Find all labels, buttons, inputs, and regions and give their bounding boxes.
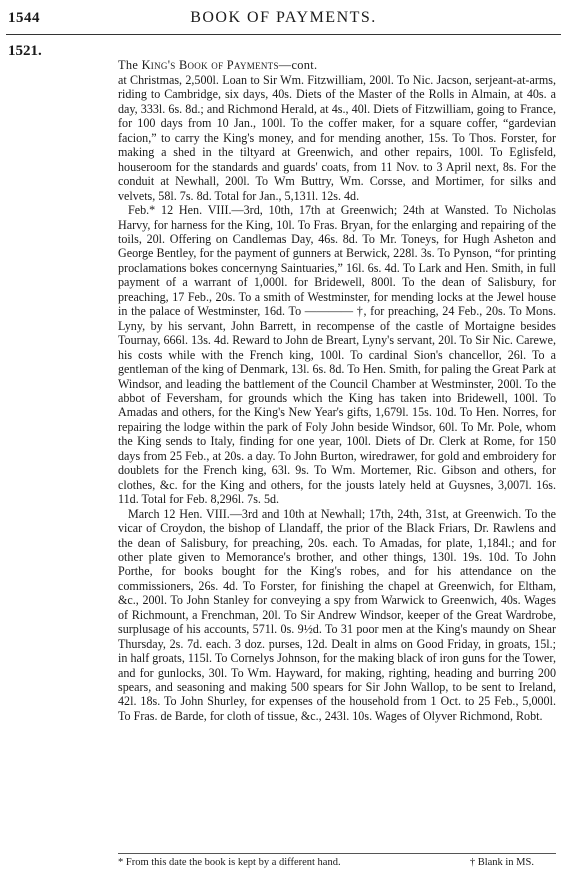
paragraph-february: Feb.* 12 Hen. VIII.—3rd, 10th, 17th at Greenwich; 24th at Wansted. To Nicholas Harvy, for harness for the King, 10l. To Fras. Bryan, for the enlarging and repairing of the toils, 20l. Offering on Candlemas Day, 46s. 8d. To Mr. Toneys, for Hugh Asheton and George Bentley, for the payment of gunners at Berwick, 228l. 3s. To Pynson, “for printing proclamations bokes concernyng Saintuaries,” 16l. 6s. 4d. To Lark and Hen. Smith, in full payment of a warrant of 1,000l. for Bridewell, 800l. To the dean of Salisbury, for preaching, 17 Feb., 20s. To a smith of Westminster, for mending locks at the Jewel house in the palace of Westminster, 16d. To ———— †, for preaching, 24 Feb., 20s. To Mons. Lyny, by his servant, John Barrett, in recompense of the castle of Mortaigne besides Tournay, 666l. 13s. 4d. Reward to John de Breart, Lyny's servant, 20l. To Sir Nic. Carewe, his costs while with the French king, 100l. To cardinal Sion's chancellor, 26l. To a gentleman of the king of Denmark, 13l. 6s. 8d. To Hen. Smith, for paling the Great Park at Windsor, and leading the battlement of the Council Chamber at Westminster, 200l. To the abbot of Feversham, for grounds which the King has taken into Bridewell, 100l. To Amadas and others, for the King's New Year's gifts, 1,679l. 15s. 10d. To Hen. Norres, for repairing the lodge within the park of Foly John beside Windsor, 60l. To Mr. Pole, whom the King sends to Italy, finding for one year, 100l. Diets of Dr. Clerk at Rome, for 150 days from 25 Feb., at 20s. a day. To John Burton, wiredrawer, for gold and embroidery for doublets for the French king, 63l. 9s. To Wm. Mortemer, Ric. Gibson and others, for clothes, &c. for the King and others, for the jousts lately held at Guysnes, 3,007l. 16s. 11d. Total for Feb. 8,296l. 7s. 5d.	[118, 203, 556, 507]
footnotes	[118, 857, 556, 868]
header-rule	[6, 34, 561, 35]
body-text	[118, 73, 556, 723]
section-heading-suffix: —cont.	[278, 58, 318, 72]
footnote-rule	[118, 853, 556, 854]
footnote-dagger: † Blank in MS.	[469, 857, 534, 868]
paragraph-january-continued: at Christmas, 2,500l. Loan to Sir Wm. Fitzwilliam, 200l. To Nic. Jacson, serjeant-at-arms, riding to Cambridge, six days, 40s. Diets of the Master of the Rolls in Almain, at 40s. a day, 333l. 6s. 8d.; and Richmond Herald, at 4s., 40l. Diets of Fitzwilliam, going to France, for 100 days from 10 Jan., 100l. To the coffer maker, for a square coffer, “gardevian facion,” to carry the King's money, and for mending another, 15s. To Thos. Forster, for making a shed in the tiltyard at Greenwich, and other repairs, 100l. To Eglisfeld, houseroom for the standards and guards' coats, from 11 Nov. to 3 April next, 8s. For the conduit at Newhall, 200l. To Wm Buttry, Wm. Corsse, and Mortimer, for silks and velvets, 58l. 7s. 8d. Total for Jan., 5,131l. 12s. 4d.	[118, 73, 556, 203]
running-head: BOOK OF PAYMENTS.	[190, 9, 377, 26]
section-heading-title: King's Book of Payments	[141, 58, 279, 72]
year-marker: 1521.	[8, 43, 42, 59]
section-heading	[118, 58, 317, 73]
section-heading-prefix: The	[118, 58, 142, 72]
paragraph-march: March 12 Hen. VIII.—3rd and 10th at Newhall; 17th, 24th, 31st, at Greenwich. To the vicar of Croydon, the bishop of Llandaff, the prior of the Black Friars, Dr. Rawlens and the dean of Salisbury, for preaching, 20s. each. To Amadas, for plate, 1,184l.; and for other plate given to Memorance's brother, and other things, 130l. 19s. 10d. To John Porthe, for books bought for the King's robes, and for his attendance on the commissioners, 26s. 4d. To Forster, for finishing the chapel at Greenwich, for Eltham, &c., 200l. To John Stanley for conveying a spy from Warwick to Greenwich, 40s. Wages of Richmount, a Frenchman, 20l. To Sir Andrew Windsor, keeper of the Great Wardrobe, surplusage of his accounts, 571l. 0s. 9½d. To 31 poor men at the King's maundy on Shear Thursday, 2s. 7d. each. 3 doz. purses, 12d. Dealt in alms on Good Friday, in groats, 15l.; in half groats, 115l. To Cornelys Johnson, for the making black of iron guns for the Tower, and for gunlocks, 30l. To Wm. Hayward, for making, righting, heading and burring 200 spears, and seasoning and making 500 spears for Sir John Wallop, to be sent to Ireland, 42l. 18s. To John Shurley, for expenses of the household from 1 Oct. to 25 Feb., 5,000l. To Fras. de Barde, for cloth of tissue, &c., 243l. 10s. Wages of Olyver Richmond, Robt.	[118, 506, 556, 723]
page-number: 1544	[8, 10, 40, 26]
footnote-star: * From this date the book is kept by a different hand.	[118, 857, 341, 868]
